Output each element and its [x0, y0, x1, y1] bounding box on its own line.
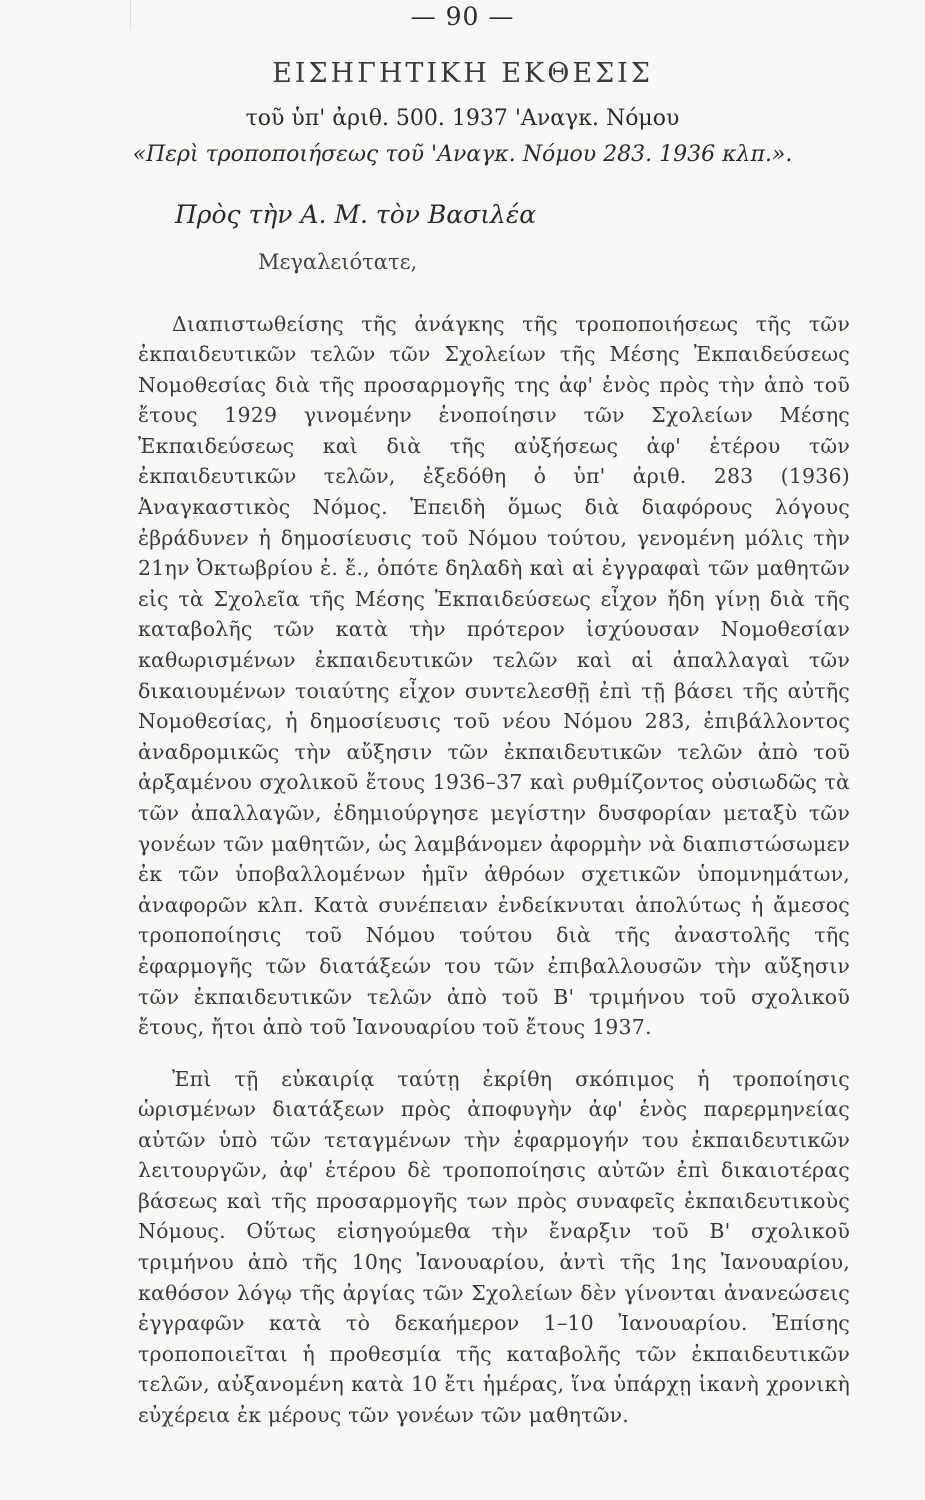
addressee: Πρὸς τὴν Α. Μ. τὸν Βασιλέα — [175, 200, 537, 229]
page-number: — 90 — — [410, 2, 515, 31]
body-paragraph-2: Ἐπὶ τῇ εὐκαιρίᾳ ταύτῃ ἐκρίθη σκόπιμος ἡ τροποίησις ὡρισμένων διατάξεων πρὸς ἀποφυγὴν ἀφ' ἑνὸς παρερμηνείας αὐτῶν ὑπὸ τῶν τεταγμένων τὴν ἐφαρμογήν του ἐκπαιδευτικῶν λειτουργῶν, ἀφ' ἑτέρου δὲ τροποποίησις αὐτῶν ἐπὶ δικαιοτέρας βάσεως καὶ τῆς προσαρμογῆς των πρὸς συναφεῖς ἐκπαιδευτικοὺς Νόμους. Οὕτως εἰσηγούμεθα τὴν ἔναρξιν τοῦ Β' σχολικοῦ τριμήνου ἀπὸ τῆς 10ης Ἰανουαρίου, ἀντὶ τῆς 1ης Ἰανουαρίου, καθόσον λόγῳ τῆς ἀργίας τῶν Σχολείων δὲν γίνονται ἀνανεώσεις ἐγγραφῶν κατὰ τὸ δεκαήμερον 1–10 Ἰανουαρίου. Ἐπίσης τροποποιεῖται ἡ προθεσμία τῆς καταβολῆς τῶν ἐκπαιδευτικῶν τελῶν, αὐξανομένη κατὰ 10 ἔτι ἡμέρας, ἵνα ὑπάρχῃ ἱκανὴ χρονικὴ εὐχέρεια ἐκ μέρους τῶν γονέων τῶν μαθητῶν. — [138, 1066, 850, 1428]
document-subtitle: τοῦ ὑπ' ἀριθ. 500. 1937 'Αναγκ. Νόμου — [245, 106, 680, 131]
document-title: ΕΙΣΗΓΗΤΙΚΗ ΕΚΘΕΣΙΣ — [272, 58, 653, 89]
law-title: «Περὶ τροποποιήσεως τοῦ 'Αναγκ. Νόμου 283. 1936 κλπ.». — [132, 142, 793, 167]
body-paragraph-1: Διαπιστωθείσης τῆς ἀνάγκης τῆς τροποποιήσεως τῆς τῶν ἐκπαιδευτικῶν τελῶν τῶν Σχολείων τῆς Μέσης Ἐκπαιδεύσεως Νομοθεσίας διὰ τῆς προσαρμογῆς της ἀφ' ἑνὸς πρὸς τὴν ἀπὸ τοῦ ἔτους 1929 γινομένην ἑνοποίησιν τῶν Σχολείων Μέσης Ἐκπαιδεύσεως καὶ διὰ τῆς αὐξήσεως ἀφ' ἑτέρου τῶν ἐκπαιδευτικῶν τελῶν, ἐξεδόθη ὁ ὑπ' ἀριθ. 283 (1936) Ἀναγκαστικὸς Νόμος. Ἐπειδὴ ὅμως διὰ διαφόρους λόγους ἐβράδυνεν ἡ δημοσίευσις τοῦ Νόμου τούτου, γενομένη μόλις τὴν 21ην Ὀκτωβρίου ἐ. ἔ., ὁπότε δηλαδὴ καὶ αἱ ἐγγραφαὶ τῶν μαθητῶν εἰς τὰ Σχολεῖα τῆς Μέσης Ἐκπαιδεύσεως εἶχον ἤδη γίνῃ διὰ τῆς καταβολῆς τῶν κατὰ τὴν πρότερον ἰσχύουσαν Νομοθεσίαν καθωρισμένων ἐκπαιδευτικῶν τελῶν καὶ αἱ ἀπαλλαγαὶ τῶν δικαιουμένων τοιαύτης εἶχον συντελεσθῇ ἐπὶ τῇ βάσει τῆς αὐτῆς Νομοθεσίας, ἡ δημοσίευσις τοῦ νέου Νόμου 283, ἐπιβάλλοντος ἀναδρομικῶς τὴν αὔξησιν τῶν ἐκπαιδευτικῶν τελῶν ἀπὸ τοῦ ἀρξαμένου σχολικοῦ ἔτους 1936–37 καὶ ρυθμίζοντος οὐσιωδῶς τὰ τῶν ἀπαλλαγῶν, ἐδημιούργησε μεγίστην δυσφορίαν μεταξὺ τῶν γονέων τῶν μαθητῶν, ὡς λαμβάνομεν ἀφορμὴν νὰ διαπιστώσωμεν ἐκ τῶν ὑποβαλλομένων ἡμῖν ἀθρόων σχετικῶν ὑπομνημάτων, ἀναφορῶν κλπ. Κατὰ συνέπειαν ἐνδείκνυται ἀπολύτως ἡ ἄμεσος τροποποίησις τοῦ Νόμου τούτου διὰ τῆς ἀναστολῆς τῆς ἐφαρμογῆς τῶν διατάξεών του τῶν ἐπιβαλλουσῶν τὴν αὔξησιν τῶν ἐκπαιδευτικῶν τελῶν ἀπὸ τοῦ Β' τριμήνου τοῦ σχολικοῦ ἔτους, ἤτοι ἀπὸ τοῦ Ἰανουαρίου τοῦ ἔτους 1937. — [138, 311, 850, 1040]
salutation: Μεγαλειότατε, — [258, 250, 418, 274]
